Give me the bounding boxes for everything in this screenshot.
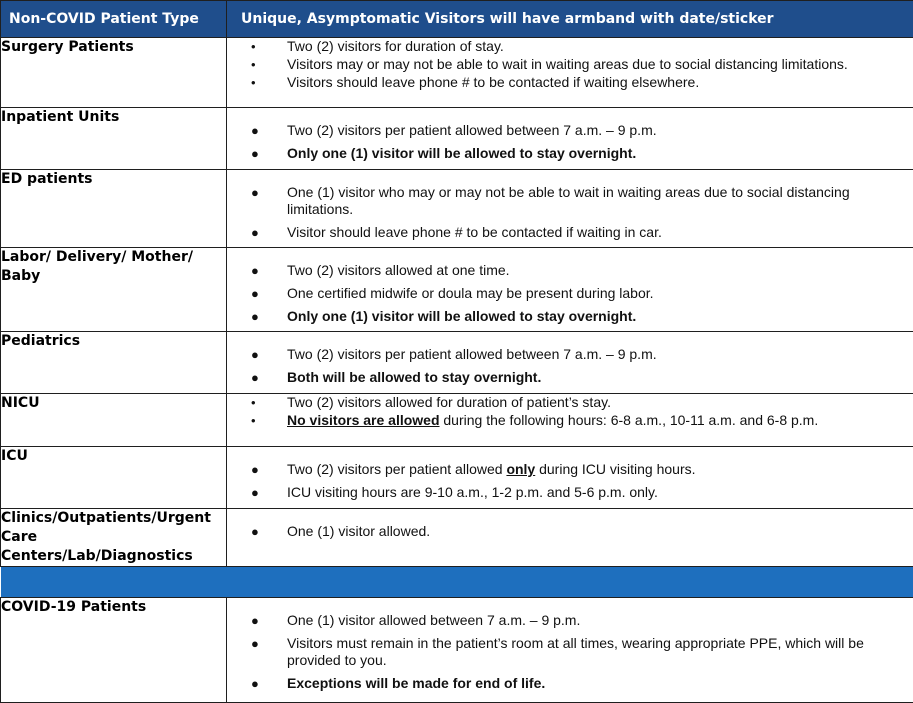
rule-cell (227, 509, 913, 567)
section-separator (1, 567, 913, 598)
bullet-icon: ● (251, 484, 259, 501)
bullet-icon: • (251, 394, 256, 411)
rule-item: ● One (1) visitor allowed between 7 a.m. – 9 p.m. (227, 612, 913, 629)
rule-item: ● Two (2) visitors per patient allowed between 7 a.m. – 9 p.m. (227, 122, 913, 139)
rule-item: ● Only one (1) visitor will be allowed to stay overnight. (227, 308, 913, 325)
table-header-row (1, 1, 913, 38)
bullet-icon: • (251, 74, 256, 91)
bullet-icon: • (251, 412, 256, 429)
bullet-icon: ● (251, 224, 259, 241)
rule-item: ● Visitor should leave phone # to be contacted if waiting in car. (227, 224, 913, 241)
category-label: ICU (1, 447, 227, 509)
table-row-pediatrics (1, 332, 913, 394)
bullet-icon: ● (251, 369, 259, 386)
rule-item: ● Both will be allowed to stay overnight. (227, 369, 913, 386)
rule-item: • Visitors should leave phone # to be contacted if waiting elsewhere. (227, 74, 913, 91)
bullet-icon: • (251, 56, 256, 73)
rule-cell (227, 332, 913, 394)
bullet-icon: ● (251, 308, 259, 325)
bullet-icon: ● (251, 184, 259, 201)
rule-item: ● One (1) visitor who may or may not be able to wait in waiting areas due to social distancing limitations. (227, 184, 913, 218)
category-label: NICU (1, 394, 227, 447)
category-label: Surgery Patients (1, 38, 227, 108)
category-label: Clinics/Outpatients/Urgent Care Centers/Lab/Diagnostics (1, 509, 227, 567)
rule-cell (227, 598, 913, 703)
table-row-nicu (1, 394, 913, 447)
rule-cell (227, 38, 913, 108)
rule-cell (227, 170, 913, 248)
rule-item: ● Two (2) visitors per patient allowed between 7 a.m. – 9 p.m. (227, 346, 913, 363)
bullet-icon: ● (251, 285, 259, 302)
bullet-icon: ● (251, 346, 259, 363)
header-visitors: Unique, Asymptomatic Visitors will have armband with date/sticker (227, 1, 913, 38)
rule-cell (227, 108, 913, 170)
category-label: ED patients (1, 170, 227, 248)
bullet-icon: ● (251, 145, 259, 162)
rule-item: • Two (2) visitors allowed for duration of patient’s stay. (227, 394, 913, 411)
table-row-ed (1, 170, 913, 248)
table-row-inpatient (1, 108, 913, 170)
bullet-icon: ● (251, 461, 259, 478)
rule-item: ● Two (2) visitors allowed at one time. (227, 262, 913, 279)
bullet-icon: ● (251, 635, 259, 652)
rule-item: ● Visitors must remain in the patient’s room at all times, wearing appropriate PPE, which will be provided to you. (227, 635, 913, 669)
category-label: Pediatrics (1, 332, 227, 394)
table-row-labor-delivery (1, 248, 913, 332)
rule-item: ● Only one (1) visitor will be allowed to stay overnight. (227, 145, 913, 162)
rule-cell (227, 394, 913, 447)
bullet-icon: • (251, 38, 256, 55)
rule-item: ● Exceptions will be made for end of life. (227, 675, 913, 692)
category-label: Inpatient Units (1, 108, 227, 170)
rule-item: • No visitors are allowed during the following hours: 6-8 a.m., 10-11 a.m. and 6-8 p.m. (227, 412, 913, 429)
category-label: Labor/ Delivery/ Mother/ Baby (1, 248, 227, 332)
rule-item: ● One certified midwife or doula may be present during labor. (227, 285, 913, 302)
rule-item: ● Two (2) visitors per patient allowed only during ICU visiting hours. (227, 461, 913, 478)
table-row-surgery (1, 38, 913, 108)
rule-cell (227, 248, 913, 332)
bullet-icon: ● (251, 612, 259, 629)
rule-item: • Two (2) visitors for duration of stay. (227, 38, 913, 55)
bullet-icon: ● (251, 122, 259, 139)
table-row-icu (1, 447, 913, 509)
table-row-covid (1, 598, 913, 703)
rule-cell (227, 447, 913, 509)
rule-item: • Visitors may or may not be able to wait in waiting areas due to social distancing limitations. (227, 56, 913, 73)
bullet-icon: ● (251, 262, 259, 279)
category-label: COVID-19 Patients (1, 598, 227, 703)
bullet-icon: ● (251, 675, 259, 692)
rule-item: ● ICU visiting hours are 9-10 a.m., 1-2 p.m. and 5-6 p.m. only. (227, 484, 913, 501)
header-patient-type: Non-COVID Patient Type (1, 1, 227, 38)
rule-item: ● One (1) visitor allowed. (227, 523, 913, 540)
bullet-icon: ● (251, 523, 259, 540)
table-row-clinics (1, 509, 913, 567)
